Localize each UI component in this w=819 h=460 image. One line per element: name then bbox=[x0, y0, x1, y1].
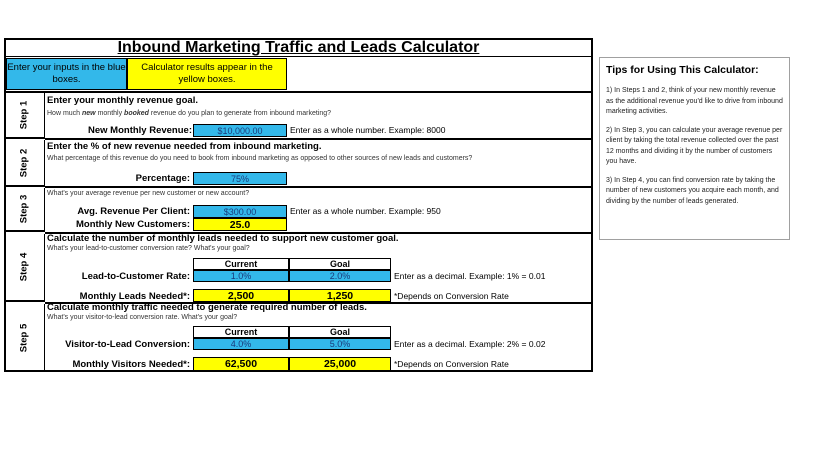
tips-title: Tips for Using This Calculator: bbox=[606, 64, 759, 76]
current-column-header: Current bbox=[193, 258, 289, 270]
step-2-label: Step 2 bbox=[4, 140, 45, 187]
monthly-visitors-current-result: 62,500 bbox=[193, 357, 289, 371]
monthly-visitors-goal-result: 25,000 bbox=[289, 357, 391, 371]
step-3-description: What's your average revenue per new customer or new account? bbox=[47, 190, 250, 197]
step-3-note: Enter as a whole number. Example: 950 bbox=[290, 206, 441, 216]
step-5-heading: Calculate monthly traffic needed to generate required number of leads. bbox=[47, 302, 367, 313]
step-4-result-note: *Depends on Conversion Rate bbox=[394, 291, 509, 301]
step-5-label: Step 5 bbox=[4, 304, 45, 372]
monthly-visitors-needed-label: Monthly Visitors Needed*: bbox=[72, 359, 190, 370]
monthly-leads-needed-label: Monthly Leads Needed*: bbox=[79, 291, 190, 302]
current-column-header: Current bbox=[193, 326, 289, 338]
step-5-note: Enter as a decimal. Example: 2% = 0.02 bbox=[394, 339, 546, 349]
step-4-heading: Calculate the number of monthly leads needed to support new customer goal. bbox=[47, 233, 399, 244]
avg-revenue-per-client-label: Avg. Revenue Per Client: bbox=[77, 206, 190, 217]
divider bbox=[4, 91, 593, 93]
legend-input-box: Enter your inputs in the blue boxes. bbox=[6, 58, 127, 90]
divider bbox=[45, 186, 593, 188]
legend-result-box: Calculator results appear in the yellow boxes. bbox=[127, 58, 287, 90]
tip-item: 1) In Steps 1 and 2, think of your new monthly revenue as the additional revenue you'd like to drive from inbound marketing activities. bbox=[606, 87, 783, 115]
step-4-label: Step 4 bbox=[4, 234, 45, 302]
step-3-label: Step 3 bbox=[4, 188, 45, 232]
avg-revenue-per-client-input[interactable]: $300.00 bbox=[193, 205, 287, 218]
step-4-description: What's your lead-to-customer conversion rate? What's your goal? bbox=[47, 245, 250, 252]
step-2-description: What percentage of this revenue do you need to book from inbound marketing as opposed to other sources of new leads and customers? bbox=[47, 155, 473, 162]
page-title: Inbound Marketing Traffic and Leads Calculator bbox=[4, 38, 593, 57]
monthly-leads-goal-result: 1,250 bbox=[289, 289, 391, 302]
monthly-leads-current-result: 2,500 bbox=[193, 289, 289, 302]
monthly-new-customers-label: Monthly New Customers: bbox=[75, 219, 190, 230]
visitor-to-lead-goal-input[interactable]: 5.0% bbox=[289, 338, 391, 350]
visitor-to-lead-conversion-label: Visitor-to-Lead Conversion: bbox=[65, 339, 190, 350]
step-5-description: What's your visitor-to-lead conversion rate. What's your goal? bbox=[47, 314, 238, 321]
tips-panel bbox=[599, 57, 790, 240]
percentage-input[interactable]: 75% bbox=[193, 172, 287, 185]
step-1-note: Enter as a whole number. Example: 8000 bbox=[290, 125, 446, 135]
divider bbox=[45, 138, 593, 140]
visitor-to-lead-current-input[interactable]: 4.0% bbox=[193, 338, 289, 350]
step-2-heading: Enter the % of new revenue needed from inbound marketing. bbox=[47, 141, 322, 152]
percentage-label: Percentage: bbox=[135, 173, 190, 184]
monthly-new-customers-result: 25.0 bbox=[193, 218, 287, 231]
tip-item: 2) In Step 3, you can calculate your average revenue per client by taking the total revenue collected over the past 12 months and dividing it by the number of customers you have. bbox=[606, 126, 783, 165]
step-1-label: Step 1 bbox=[4, 93, 45, 139]
step-5-result-note: *Depends on Conversion Rate bbox=[394, 359, 509, 369]
goal-column-header: Goal bbox=[289, 258, 391, 270]
tip-item: 3) In Step 4, you can find conversion rate by taking the number of new customers you acquire each month, and dividing by the number of leads generated. bbox=[606, 176, 779, 205]
step-4-note: Enter as a decimal. Example: 1% = 0.01 bbox=[394, 271, 546, 281]
goal-column-header: Goal bbox=[289, 326, 391, 338]
step-1-heading: Enter your monthly revenue goal. bbox=[47, 95, 198, 106]
lead-to-customer-goal-input[interactable]: 2.0% bbox=[289, 270, 391, 282]
new-monthly-revenue-label: New Monthly Revenue: bbox=[88, 125, 192, 136]
new-monthly-revenue-input[interactable]: $10,000.00 bbox=[193, 124, 287, 137]
lead-to-customer-rate-label: Lead-to-Customer Rate: bbox=[81, 271, 190, 282]
lead-to-customer-current-input[interactable]: 1.0% bbox=[193, 270, 289, 282]
step-1-description: How much new monthly booked revenue do you plan to generate from inbound marketing? bbox=[47, 110, 332, 117]
